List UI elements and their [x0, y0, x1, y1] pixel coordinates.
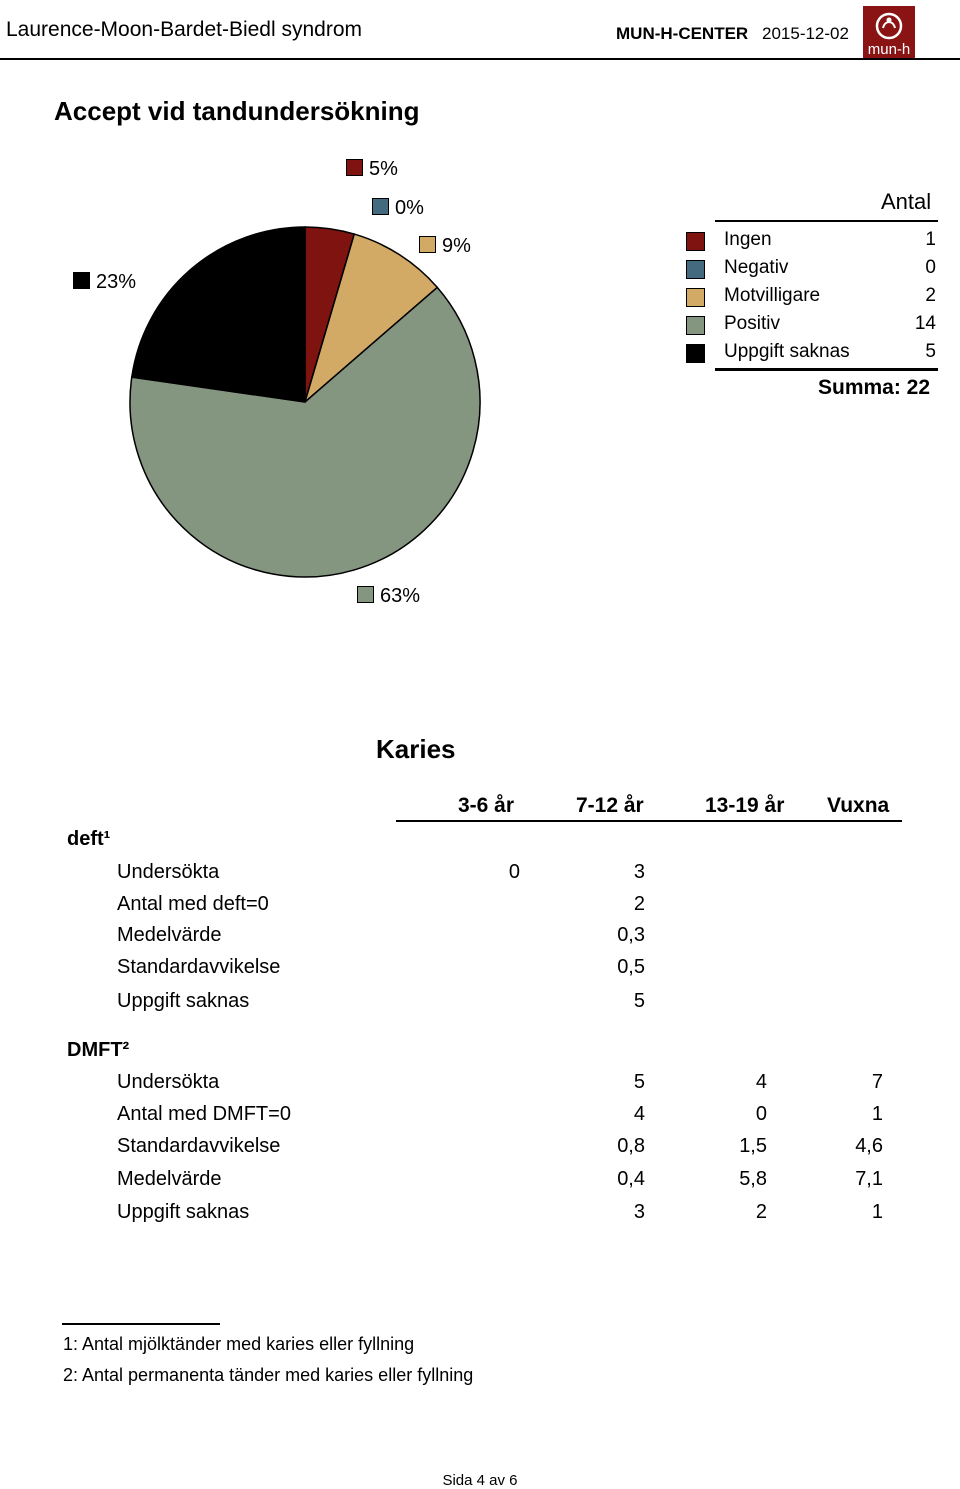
legend-label: Positiv [724, 313, 780, 334]
legend-label: Motvilligare [724, 285, 821, 306]
table-cell: 2 [755, 1201, 767, 1223]
legend-divider-bottom [715, 368, 938, 371]
legend-item-ingen [686, 229, 936, 253]
table-cell: 0,8 [617, 1135, 645, 1157]
pie-label-swatch [73, 272, 90, 289]
table-cell: 1,5 [739, 1135, 767, 1157]
row-label: Uppgift saknas [117, 990, 250, 1012]
row-label: Uppgift saknas [117, 1201, 250, 1223]
legend-swatch [686, 288, 705, 307]
legend-item-uppgift-saknas [686, 341, 936, 365]
footnote-2: 2: Antal permanenta tänder med karies eller fyllning [63, 1365, 474, 1385]
table-cell: 7 [871, 1071, 883, 1093]
table-cell: 0,4 [617, 1168, 645, 1190]
footnote-1: 1: Antal mjölktänder med karies eller fyllning [63, 1334, 415, 1354]
row-label: Undersökta [117, 1071, 220, 1093]
table-cell: 1 [871, 1103, 883, 1125]
organization-name: MUN-H-CENTER [616, 24, 749, 43]
pie-label-positiv: 63% [357, 585, 420, 608]
pie-label-uppgift-saknas: 23% [73, 271, 136, 294]
document-date: 2015-12-02 [762, 24, 849, 43]
pie-label-motvilligare: 9% [419, 235, 471, 258]
legend-swatch [686, 260, 705, 279]
table-cell: 4 [755, 1071, 767, 1093]
legend-label: Ingen [724, 229, 772, 250]
row-label: Medelvärde [117, 924, 222, 946]
table-cell: 0 [508, 861, 520, 883]
legend-count: 2 [925, 285, 936, 306]
column-header-13-19: 13-19 år [705, 794, 785, 817]
legend-item-negativ [686, 257, 936, 281]
pie-label-swatch [372, 198, 389, 215]
document-title: Laurence-Moon-Bardet-Biedl syndrom [6, 18, 363, 41]
legend-count: 1 [925, 229, 936, 250]
legend-label: Negativ [724, 257, 789, 278]
page-number: Sida 4 av 6 [442, 1472, 518, 1489]
table-header-divider [396, 820, 902, 822]
legend-swatch [686, 344, 705, 363]
row-label: Antal med DMFT=0 [117, 1103, 291, 1125]
table-cell: 0,5 [617, 956, 645, 978]
pie-slice-uppgift-saknas [132, 227, 305, 402]
legend-header: Antal [881, 189, 932, 214]
pie-label-swatch [419, 236, 436, 253]
legend-item-positiv [686, 313, 936, 337]
legend-count: 14 [914, 313, 936, 334]
legend-item-motvilligare [686, 285, 936, 309]
column-header-7-12: 7-12 år [576, 794, 644, 817]
legend-divider-top [715, 220, 938, 222]
pie-label-swatch [346, 159, 363, 176]
column-header-vuxna: Vuxna [827, 794, 890, 817]
row-label: Undersökta [117, 861, 220, 883]
legend-label: Uppgift saknas [724, 341, 850, 362]
table-cell: 3 [633, 861, 645, 883]
table-cell: 5 [633, 990, 645, 1012]
table-cell: 5,8 [739, 1168, 767, 1190]
legend-count: 5 [925, 341, 936, 362]
row-label: Standardavvikelse [117, 956, 281, 978]
legend-total: Summa: 22 [818, 376, 931, 399]
table-cell: 4 [633, 1103, 645, 1125]
row-label: Standardavvikelse [117, 1135, 281, 1157]
row-label: Antal med deft=0 [117, 893, 269, 915]
table-cell: 0 [755, 1103, 767, 1125]
row-label: Medelvärde [117, 1168, 222, 1190]
table-cell: 4,6 [855, 1135, 883, 1157]
legend-swatch [686, 232, 705, 251]
pie-label-swatch [357, 586, 374, 603]
footnote-divider [62, 1323, 220, 1325]
table-cell: 2 [633, 893, 645, 915]
legend-swatch [686, 316, 705, 335]
table-cell: 3 [633, 1201, 645, 1223]
pie-label-negativ: 0% [372, 197, 424, 220]
group-label-deft: deft¹ [67, 828, 111, 850]
group-label-dmft: DMFT² [67, 1039, 130, 1061]
section-title: Accept vid tandundersökning [54, 96, 420, 126]
table-cell: 1 [871, 1201, 883, 1223]
table-cell: 7,1 [855, 1168, 883, 1190]
legend-count: 0 [925, 257, 936, 278]
table-cell: 5 [633, 1071, 645, 1093]
karies-title: Karies [376, 734, 456, 764]
column-header-3-6: 3-6 år [458, 794, 515, 817]
logo-text: mun-h [867, 41, 911, 58]
pie-label-ingen: 5% [346, 158, 398, 181]
table-cell: 0,3 [617, 924, 645, 946]
